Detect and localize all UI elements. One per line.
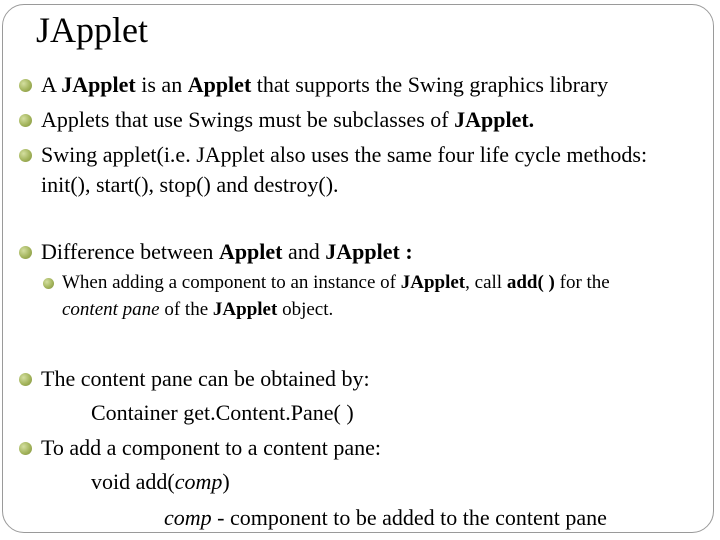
text-run: JApplet [61, 72, 136, 97]
text-run: and [282, 239, 326, 264]
sub-bullet-text [62, 271, 610, 295]
code-line-getcontentpane: Container get.Content.Pane( ) [91, 400, 354, 425]
text-run: of the [159, 299, 213, 320]
sub-bullet-icon [43, 278, 54, 289]
text-run: A [41, 72, 62, 97]
bullet-icon [19, 149, 32, 162]
text-run: JApplet [212, 299, 278, 320]
bullet-text-3: Swing applet(i.e. JApplet also uses the same four life cycle methods: [41, 142, 648, 167]
text-run: object. [277, 299, 334, 320]
text-run: When adding a component to an instance of [62, 272, 401, 293]
text-run: comp [174, 469, 223, 494]
text-run: void add( [91, 469, 175, 494]
text-run: content pane [62, 299, 160, 320]
text-run: that supports the Swing graphics library [251, 72, 609, 97]
text-run: ) [222, 469, 230, 494]
slide-title: JApplet [36, 10, 148, 50]
sub-bullet-text-continued [62, 298, 333, 322]
text-run: comp [164, 505, 212, 530]
param-description [164, 505, 607, 531]
bullet-icon [19, 373, 32, 386]
text-run: for the [554, 272, 610, 293]
text-run: , call [465, 272, 507, 293]
bullet-icon [19, 114, 32, 127]
text-run: Difference between [41, 239, 219, 264]
bullet-icon [19, 442, 32, 455]
bullet-icon [19, 246, 32, 259]
bullet-icon [19, 79, 32, 92]
text-run: JApplet : [325, 239, 413, 264]
text-run: JApplet [400, 272, 466, 293]
text-run: - component to be added to the content pane [211, 505, 607, 530]
text-run: Applet [187, 72, 252, 97]
bullet-text-4 [41, 239, 413, 265]
bullet-text-6: To add a component to a content pane: [41, 435, 381, 460]
bullet-text-3-continued: init(), start(), stop() and destroy(). [41, 172, 339, 197]
code-line-add [91, 469, 230, 495]
text-run: is an [135, 72, 188, 97]
text-run: Applet [218, 239, 283, 264]
text-run: JApplet. [454, 107, 535, 132]
text-run: Applets that use Swings must be subclasses of [41, 107, 455, 132]
bullet-text-2 [41, 107, 534, 133]
bullet-text-5: The content pane can be obtained by: [41, 366, 370, 391]
text-run: add( ) [506, 272, 555, 293]
bullet-text-1 [41, 72, 608, 98]
